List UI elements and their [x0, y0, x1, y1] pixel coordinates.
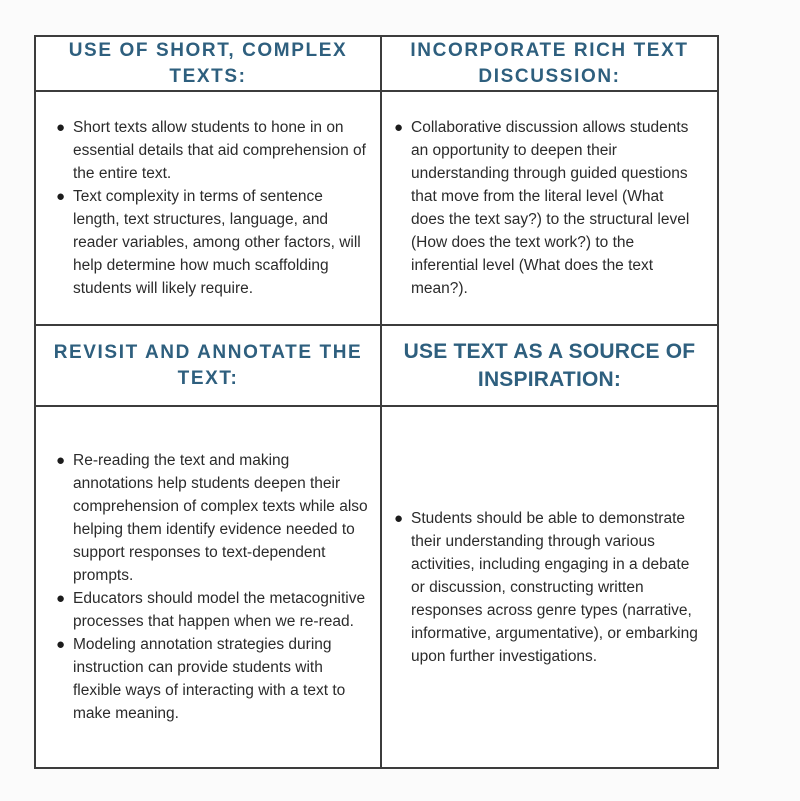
bullet-text: Short texts allow students to hone in on essential details that aid comprehension of the entire text. [73, 119, 366, 182]
content-cell-revisit-annotate [36, 407, 382, 767]
header-title: USE OF SHORT, COMPLEX TEXTS: [68, 39, 348, 87]
list-item [394, 116, 701, 300]
content-cell-rich-text-discussion [382, 92, 717, 326]
bullet-text: Text complexity in terms of sentence length, text structures, language, and reader variables, among other factors, will help determine how much scaffolding students will likely require. [73, 188, 361, 297]
header-title: USE TEXT AS A SOURCE OF INSPIRATION: [403, 339, 696, 391]
bullet-list [382, 110, 717, 306]
list-item [56, 185, 370, 300]
bullet-text: Re-reading the text and making annotations help students deepen their comprehension of complex texts while also helping them identify evidence needed to support responses to text-dependent prompts. [73, 452, 368, 584]
list-item [56, 633, 370, 725]
bullet-icon: ● [56, 188, 66, 205]
bullet-icon: ● [394, 509, 404, 527]
list-item [56, 116, 370, 185]
bullet-text: Modeling annotation strategies during instruction can provide students with flexible ways of interacting with a text to make meaning. [73, 636, 346, 722]
bullet-list [36, 110, 380, 306]
list-item [56, 587, 370, 633]
list-item [56, 449, 370, 587]
header-title: REVISIT AND ANNOTATE THE TEXT: [53, 341, 363, 389]
bullet-text: Collaborative discussion allows students an opportunity to deepen their understanding through guided questions that move from the literal level (What does the text say?) to the structural level (How does the text work?) to the inferential level (What does the text mean?). [411, 119, 690, 297]
bullet-text: Educators should model the metacognitive processes that happen when we re-read. [73, 590, 366, 630]
bullet-icon: ● [56, 590, 66, 607]
header-cell-text-as-inspiration [382, 326, 717, 407]
list-item [394, 507, 701, 668]
bullet-list [36, 443, 380, 731]
bullet-icon: ● [56, 119, 66, 136]
bullet-list [382, 501, 717, 674]
bullet-icon: ● [56, 636, 66, 653]
header-title: INCORPORATE RICH TEXT DISCUSSION: [410, 39, 689, 87]
bullet-icon: ● [394, 119, 404, 136]
strategies-table [34, 35, 719, 769]
bullet-text: Students should be able to demonstrate their understanding through various activities, including engaging in a debate or discussion, constructing written responses across genre types (narrative, informative, argumentative), or embarking upon further investigations. [411, 509, 698, 665]
header-cell-short-complex-texts [36, 37, 382, 92]
bullet-icon: ● [56, 452, 66, 469]
content-cell-short-complex-texts [36, 92, 382, 326]
content-cell-text-as-inspiration [382, 407, 717, 767]
header-cell-rich-text-discussion [382, 37, 717, 92]
header-cell-revisit-annotate [36, 326, 382, 407]
